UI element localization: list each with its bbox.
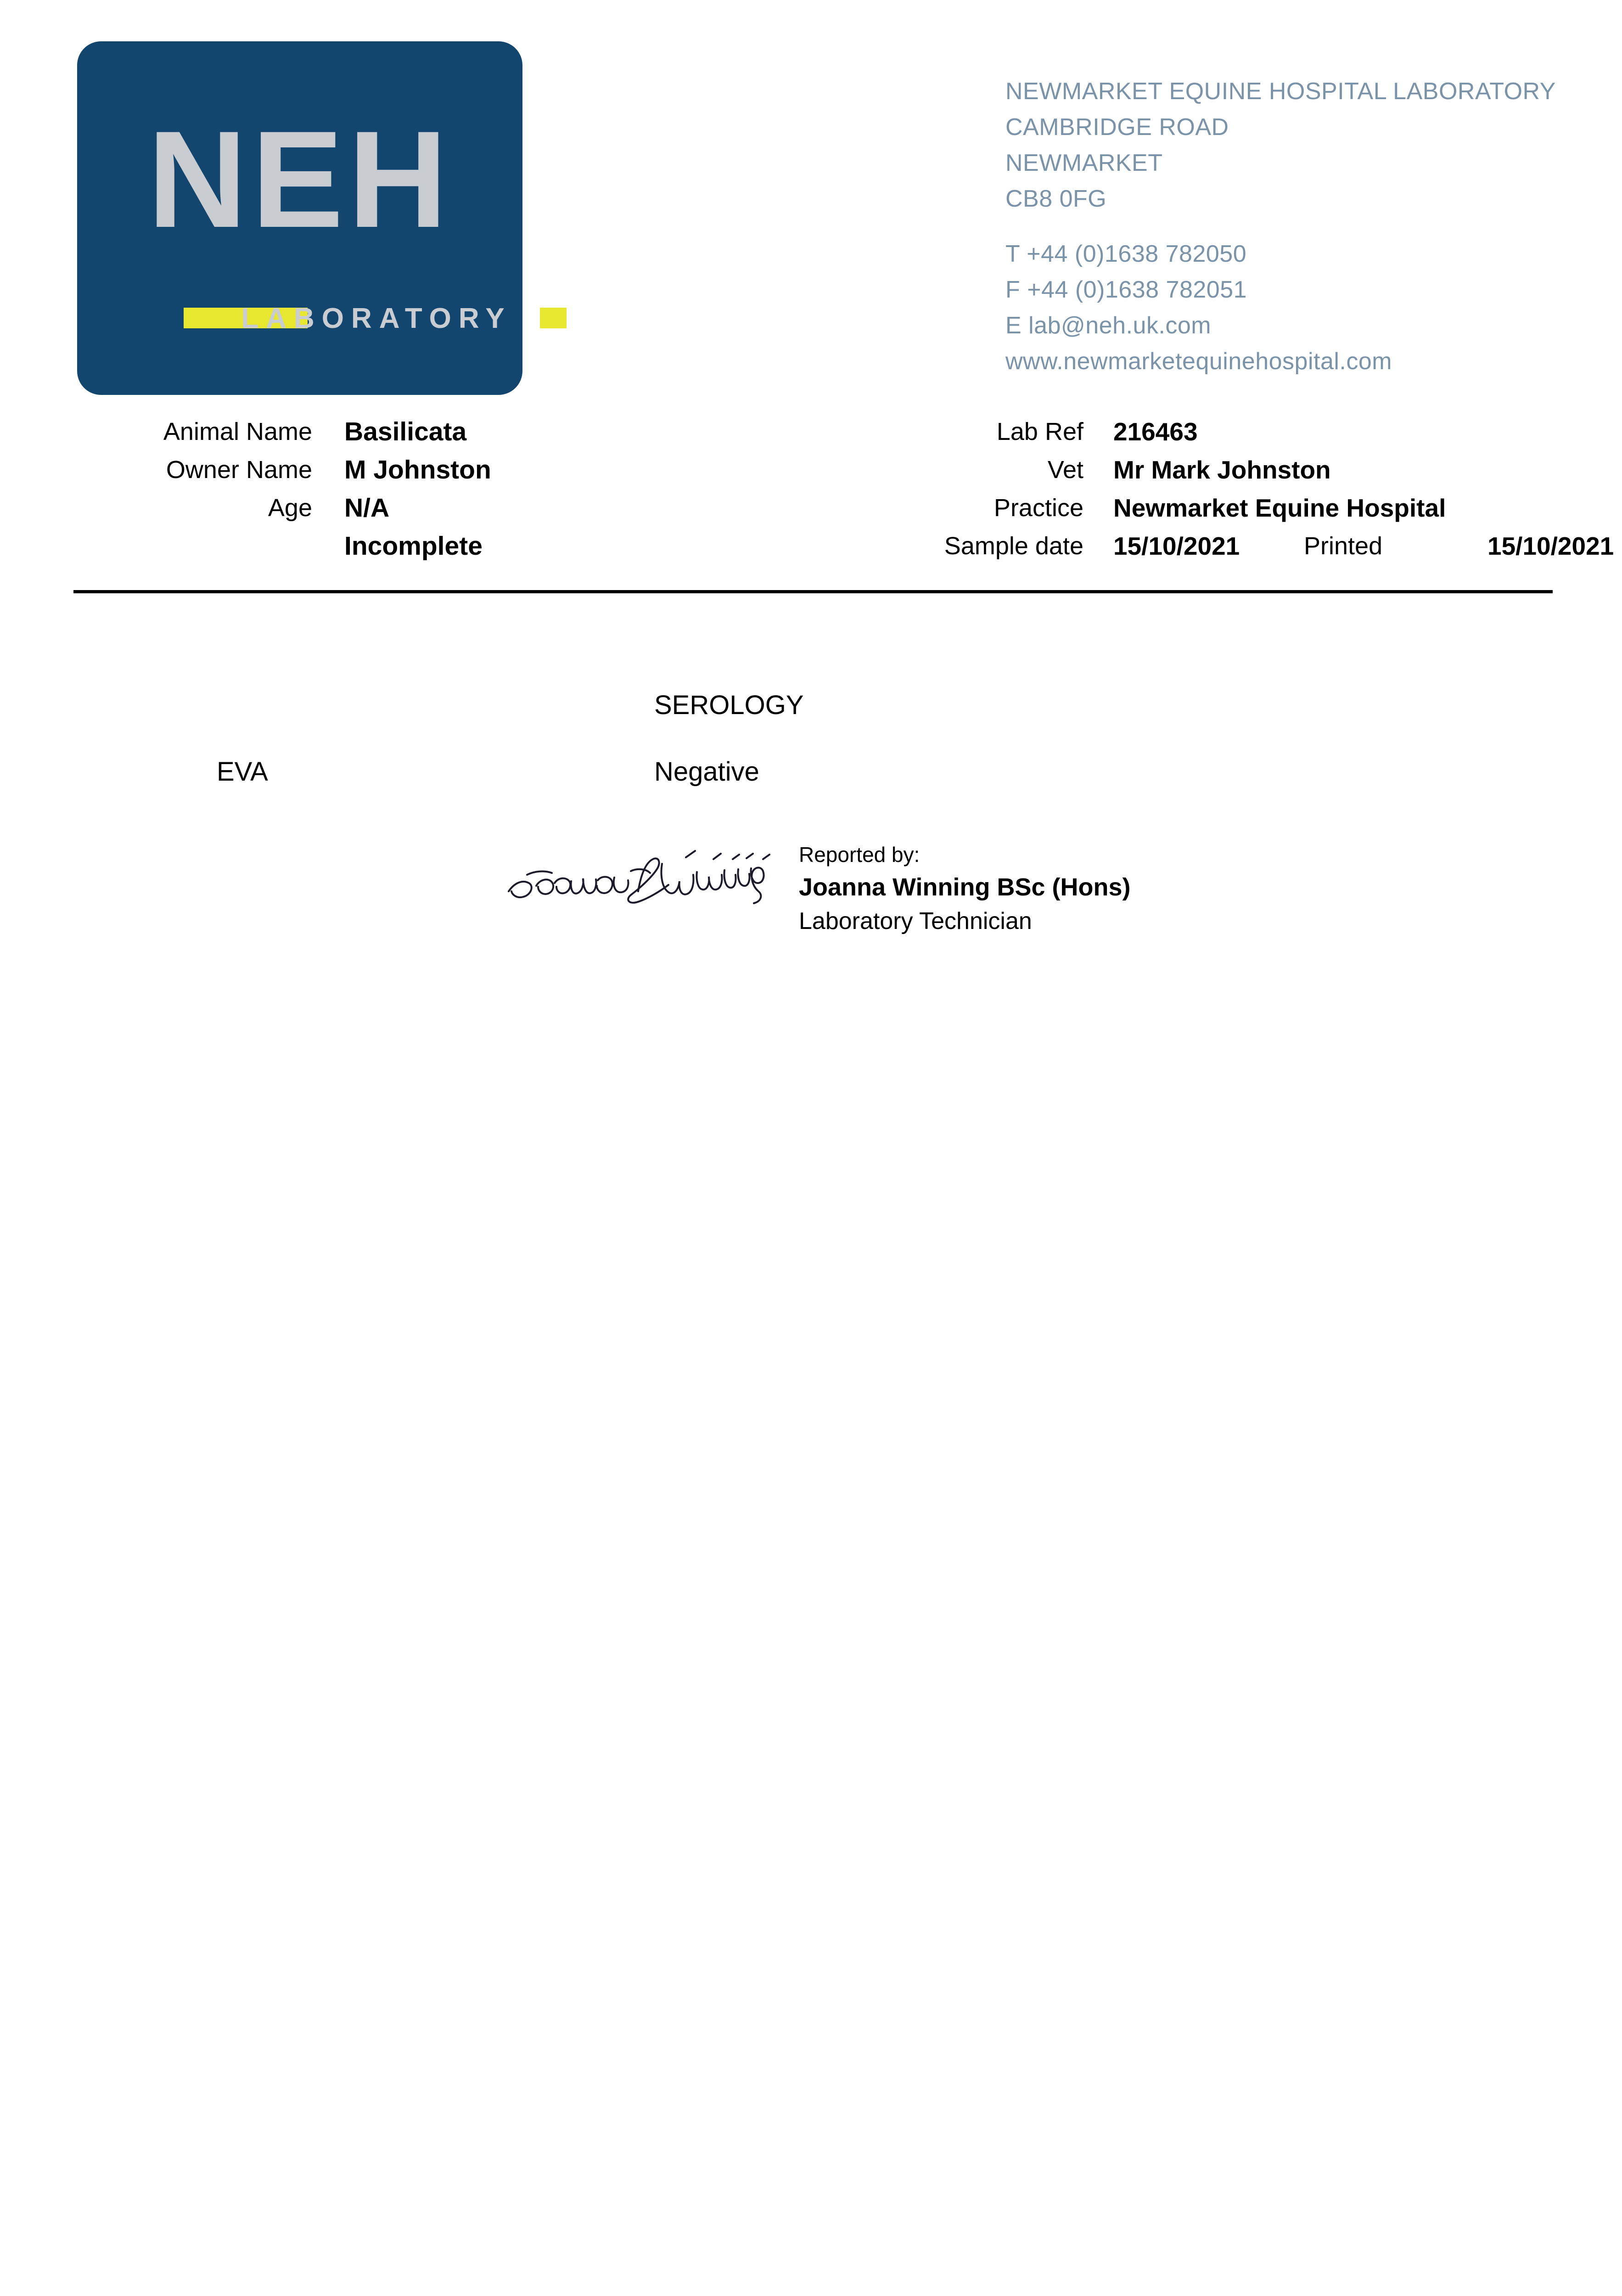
results-section-title: SEROLOGY — [654, 690, 804, 720]
status-badge: Incomplete — [344, 531, 483, 561]
info-row-owner — [73, 456, 1552, 494]
vet-value: Mr Mark Johnston — [1113, 456, 1331, 484]
animal-name-value: Basilicata — [344, 417, 467, 446]
result-test-value: Negative — [654, 757, 759, 787]
sample-date-value: 15/10/2021 — [1113, 532, 1240, 560]
owner-name-label: Owner Name — [166, 456, 312, 484]
animal-name-label: Animal Name — [163, 418, 312, 445]
printed-value: 15/10/2021 — [1487, 532, 1614, 560]
lab-address-line-1: CAMBRIDGE ROAD — [1005, 114, 1229, 141]
lab-email: E lab@neh.uk.com — [1005, 312, 1212, 339]
address-spacer — [1005, 217, 1556, 236]
lab-postcode: CB8 0FG — [1005, 186, 1107, 212]
signature-image — [500, 847, 794, 930]
lab-telephone: T +44 (0)1638 782050 — [1005, 241, 1247, 267]
lab-address-block — [1005, 73, 1556, 379]
practice-label: Practice — [993, 494, 1083, 522]
sample-date-label: Sample date — [944, 532, 1083, 560]
info-row-animal — [73, 418, 1552, 456]
info-row-status — [73, 531, 1614, 570]
neh-logo — [77, 41, 522, 395]
lab-website: www.newmarketequinehospital.com — [1005, 348, 1392, 375]
reporter-role: Laboratory Technician — [799, 908, 1032, 934]
printed-label: Printed — [1304, 532, 1383, 560]
lab-ref-label: Lab Ref — [996, 418, 1083, 445]
lab-address-line-2: NEWMARKET — [1005, 150, 1163, 176]
age-value: N/A — [344, 493, 390, 523]
vet-label: Vet — [1047, 456, 1083, 484]
info-row-age — [73, 494, 1552, 532]
logo-brand-text: NEH — [147, 102, 452, 256]
owner-name-value: M Johnston — [344, 455, 491, 484]
logo-subtitle-text: LABORATORY — [241, 303, 512, 334]
practice-value: Newmarket Equine Hospital — [1113, 494, 1446, 522]
report-info-block — [73, 417, 1614, 570]
reported-by-label: Reported by: — [799, 843, 920, 867]
reporter-name: Joanna Winning BSc (Hons) — [799, 873, 1131, 901]
lab-fax: F +44 (0)1638 782051 — [1005, 276, 1247, 303]
result-test-name: EVA — [217, 757, 268, 787]
age-label: Age — [268, 494, 312, 522]
lab-ref-value: 216463 — [1113, 417, 1198, 446]
lab-name: NEWMARKET EQUINE HOSPITAL LABORATORY — [1005, 78, 1556, 105]
header-divider — [73, 590, 1553, 593]
